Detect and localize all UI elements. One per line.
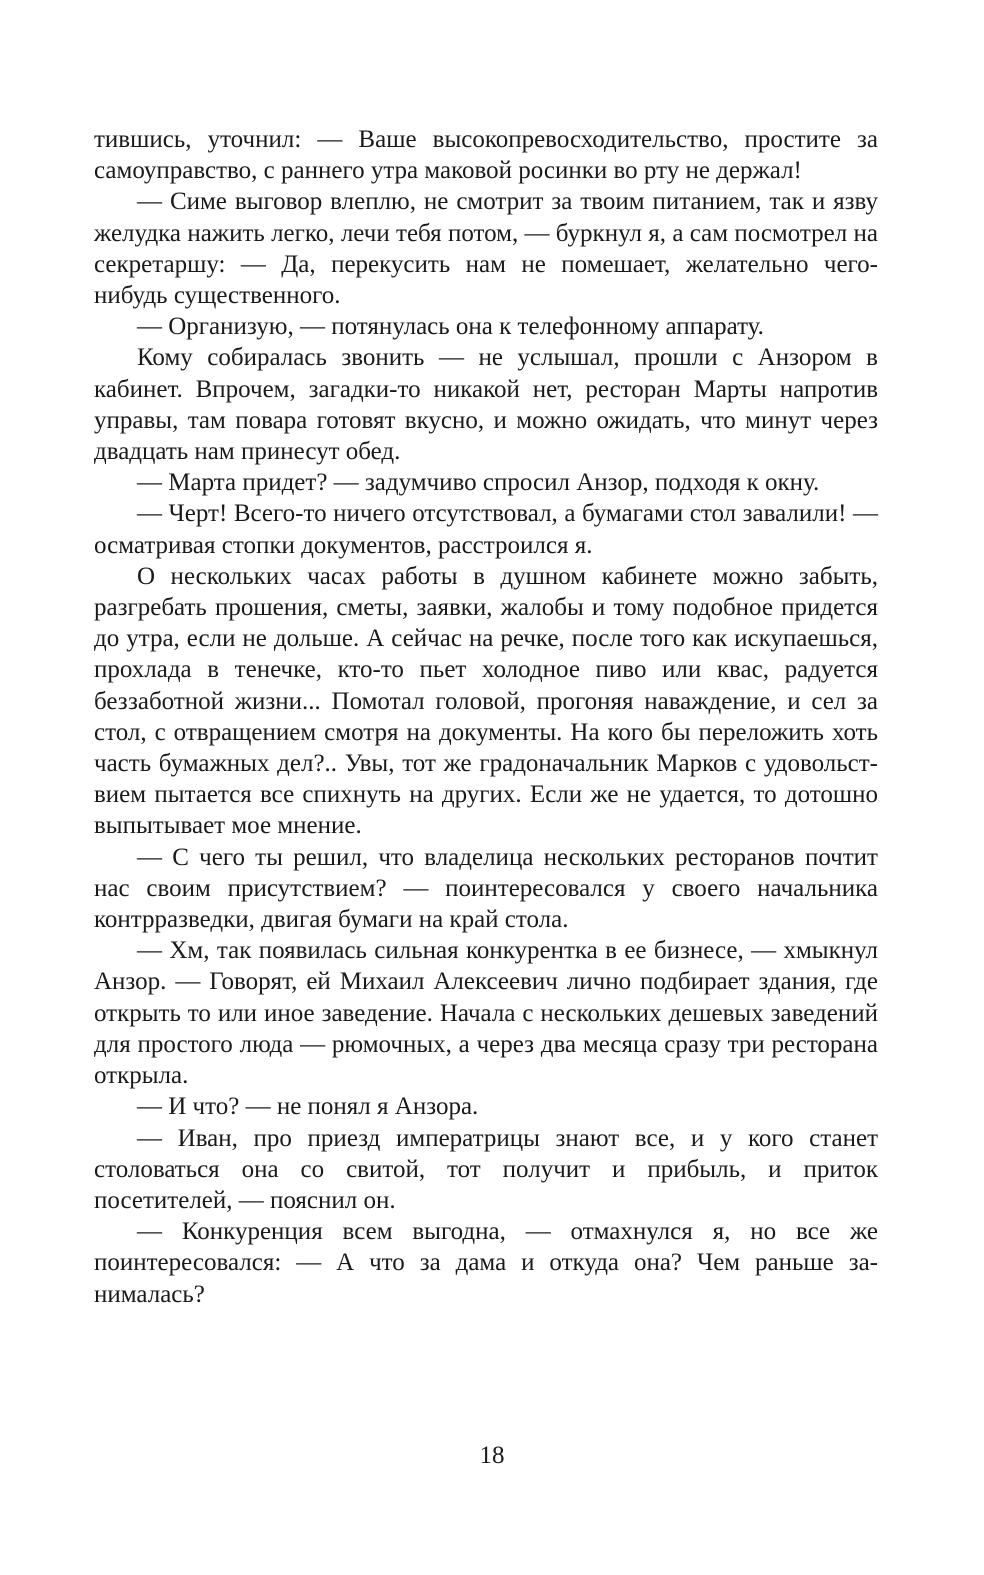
page-number: 18 [479,1442,505,1469]
paragraph-2: — Симе выговор влеплю, не смотрит за твоим питанием, так и язву желудка нажить легко, лечи тебя потом, — буркнул я, а сам посмотрел на секретаршу: — Да, перекусить нам не помешает, желательно чего-нибудь существенного. [94,188,878,310]
paragraph-4: Кому собиралась звонить — не услышал, прошли с Анзором в кабинет. Впрочем, загадки-то никакой нет, ресторан Марты напротив управы, там повара готовят вкусно, и можно ожидать, что минут через двадцать нам принесут обед. [94,344,878,466]
paragraph-12: — Конкуренция всем выгодна, — отмахнулся я, но все же поинтересовался: — А что за дама и откуда она? Чем раньше занималась? [94,1218,878,1308]
page-body [94,124,878,1310]
paragraph-3: — Организую, — потянулась она к телефонному аппарату. [137,313,764,341]
paragraph-9: — Хм, так появилась сильная конкурентка в ее бизнесе, — хмыкнул Анзор. — Говорят, ей Михаил Алексеевич лично подбирает здания, где открыть то или иное заведение. Начала с нескольких дешевых заведений для простого люда — рюмочных, а через два месяца сразу три ресторана открыла. [94,937,878,1090]
paragraph-10: — И что? — не понял я Анзора. [137,1093,479,1121]
paragraph-7: О нескольких часах работы в душном кабинете можно забыть, разгребать прошения, сметы, заявки, жалобы и тому подобное придется до утра, если не дольше. А сейчас на речке, после того как искупаешься, прохлада в тенечке, кто-то пьет холодное пиво или квас, радуется беззаботной жизни... Помотал головой, прогоняя наваждение, и сел за стол, с отвращением смотря на документы. На кого бы переложить хоть часть бумажных дел?.. Увы, тот же градоначальник Марков с удовольствием пытается все спихнуть на других. Если же не удается, то дотошно выпытывает мое мнение. [94,562,878,840]
paragraph-8: — С чего ты решил, что владелица нескольких ресторанов почтит нас своим присутствием? — поинтересовался у своего начальника контрразведки, двигая бумаги на край стола. [94,843,878,934]
paragraph-5: — Марта придет? — задумчиво спросил Анзор, подходя к окну. [137,469,820,497]
paragraph-6: — Черт! Всего-то ничего отсутствовал, а бумагами стол завалили! — осматривая стопки документов, расстроился я. [94,500,878,559]
paragraph-1: тившись, уточнил: — Ваше высокопревосходительство, простите за самоуправство, с раннего утра маковой росинки во рту не держал! [94,126,878,185]
paragraph-11: — Иван, про приезд императрицы знают все, и у кого станет столоваться она со свитой, тот получит и прибыль, и приток посетителей, — пояснил он. [94,1124,878,1214]
